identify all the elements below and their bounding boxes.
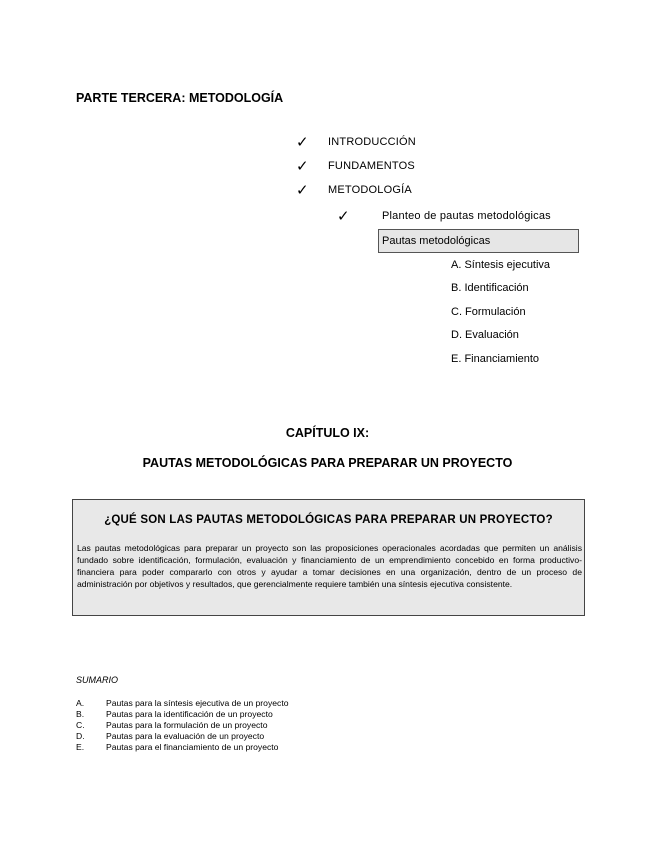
toc-item-label: FUNDAMENTOS bbox=[328, 160, 415, 172]
sumario-item-text: Pautas para el financiamiento de un proyecto bbox=[106, 742, 279, 752]
sumario-item-letter: A. bbox=[76, 698, 85, 708]
sumario-item-letter: C. bbox=[76, 720, 85, 730]
toc-sub-sub-item: E. Financiamiento bbox=[451, 353, 540, 365]
toc-sub-sub-item: B. Identificación bbox=[451, 282, 529, 294]
sumario-item-text: Pautas para la formulación de un proyecto bbox=[106, 720, 268, 730]
definition-question: ¿QUÉ SON LAS PAUTAS METODOLÓGICAS PARA PREPARAR UN PROYECTO? bbox=[104, 514, 553, 526]
sumario-item-text: Pautas para la síntesis ejecutiva de un proyecto bbox=[106, 698, 289, 708]
definition-box bbox=[72, 499, 585, 616]
sumario-label: SUMARIO bbox=[76, 675, 119, 685]
part-title: PARTE TERCERA: METODOLOGÍA bbox=[76, 91, 284, 105]
checkmark-icon: ✓ bbox=[296, 157, 309, 175]
checkmark-icon: ✓ bbox=[337, 207, 350, 225]
checkmark-icon: ✓ bbox=[296, 181, 309, 199]
sumario-item bbox=[76, 742, 278, 753]
chapter-number: CAPÍTULO IX: bbox=[285, 426, 370, 440]
toc-sub-sub-item: A. Síntesis ejecutiva bbox=[451, 259, 551, 271]
checkmark-icon: ✓ bbox=[296, 133, 309, 151]
sumario-item bbox=[76, 698, 289, 709]
sumario-item-letter: D. bbox=[76, 731, 85, 741]
definition-body: Las pautas metodológicas para preparar un proyecto son las proposiciones operacionales acordadas que permiten un análisis fundado sobre identificación, formulación, evaluación y financiamiento de un emprendimiento concebido en forma productivo-financiera para poder compararlo con otros y ayudar a tomar decisiones en una organización, dentro de un proceso de administración por objetivos y resultados, que gerencialmente requiere también una síntesis ejecutiva consistente. bbox=[77, 543, 582, 589]
sumario-item-text: Pautas para la evaluación de un proyecto bbox=[106, 731, 265, 741]
sumario-item-text: Pautas para la identificación de un proyecto bbox=[106, 709, 273, 719]
sumario-item-letter: B. bbox=[76, 709, 85, 719]
sumario-item-letter: E. bbox=[76, 742, 85, 752]
sumario-item bbox=[76, 731, 264, 742]
toc-highlighted-item: Pautas metodológicas bbox=[378, 229, 579, 253]
toc-sub-sub-item: D. Evaluación bbox=[451, 329, 519, 341]
toc-item-label: METODOLOGÍA bbox=[328, 184, 412, 196]
toc-sub-item-label: Planteo de pautas metodológicas bbox=[382, 210, 551, 222]
sumario-item bbox=[76, 709, 273, 720]
sumario-item bbox=[76, 720, 267, 731]
chapter-title: PAUTAS METODOLÓGICAS PARA PREPARAR UN PROYECTO bbox=[142, 456, 513, 470]
toc-item-label: INTRODUCCIÓN bbox=[328, 136, 416, 148]
toc-sub-sub-item: C. Formulación bbox=[451, 306, 526, 318]
